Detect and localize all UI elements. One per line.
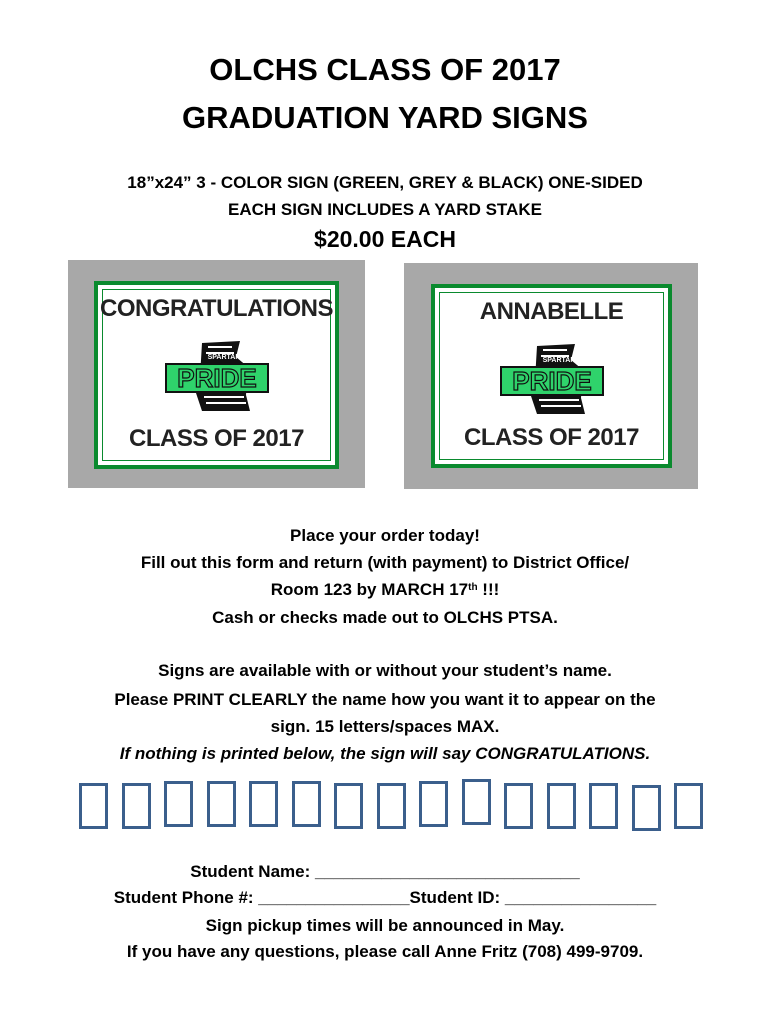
letter-box[interactable] xyxy=(504,783,533,829)
price-label: $20.00 EACH xyxy=(314,226,456,252)
stake-info-line: EACH SIGN INCLUDES A YARD STAKE xyxy=(228,200,542,219)
letter-boxes xyxy=(79,779,719,835)
sign-top-text: ANNABELLE xyxy=(479,298,624,325)
deadline-sup: th xyxy=(468,582,478,593)
letter-box[interactable] xyxy=(164,781,193,827)
letter-box[interactable] xyxy=(207,781,236,827)
max-letters-text: sign. 15 letters/spaces MAX. xyxy=(270,717,500,736)
sign-frame xyxy=(94,281,339,469)
letter-box[interactable] xyxy=(462,779,491,825)
letter-box[interactable] xyxy=(547,783,576,829)
pickup-info-text: Sign pickup times will be announced in May. xyxy=(205,916,565,935)
letter-box[interactable] xyxy=(292,781,321,827)
sign-frame xyxy=(431,284,672,468)
return-form-text: Fill out this form and return (with payment) to District Office/ xyxy=(140,553,630,572)
letter-box[interactable] xyxy=(334,783,363,829)
spartan-pride-logo xyxy=(497,340,607,418)
page-title-line2: GRADUATION YARD SIGNS xyxy=(182,100,588,135)
sign-preview-congratulations xyxy=(68,260,365,488)
contact-info-text: If you have any questions, please call Anne Fritz (708) 499-9709. xyxy=(126,942,644,961)
logo-big-text: PRIDE xyxy=(511,366,592,396)
payment-text: Cash or checks made out to OLCHS PTSA. xyxy=(212,608,558,627)
page-title-line1: OLCHS CLASS OF 2017 xyxy=(209,52,561,87)
sign-spec-line: 18”x24” 3 - COLOR SIGN (GREEN, GREY & BLACK) ONE-SIDED xyxy=(127,173,643,192)
print-clearly-text: Please PRINT CLEARLY the name how you want it to appear on the xyxy=(114,690,656,709)
letter-box[interactable] xyxy=(589,783,618,829)
student-name-field[interactable]: Student Name: ____________________________ xyxy=(190,862,580,881)
availability-text: Signs are available with or without your student’s name. xyxy=(158,661,612,680)
student-phone-id-field[interactable]: Student Phone #: ________________Student ID: ________________ xyxy=(113,888,657,907)
logo-small-text: SPARTAN xyxy=(542,357,575,364)
spartan-pride-logo xyxy=(162,337,272,415)
order-today-text: Place your order today! xyxy=(290,526,480,545)
letter-box[interactable] xyxy=(377,783,406,829)
deadline-tail: !!! xyxy=(477,580,500,599)
logo-big-text: PRIDE xyxy=(176,363,257,393)
letter-box[interactable] xyxy=(79,783,108,829)
sign-top-text: CONGRATULATIONS xyxy=(100,295,333,322)
letter-box[interactable] xyxy=(122,783,151,829)
letter-box[interactable] xyxy=(632,785,661,831)
default-text-note: If nothing is printed below, the sign will say CONGRATULATIONS. xyxy=(119,744,651,763)
deadline-text xyxy=(0,576,770,603)
deadline-main: Room 123 by MARCH 17 xyxy=(270,580,469,599)
sign-bottom-text: CLASS OF 2017 xyxy=(129,425,304,452)
logo-small-text: SPARTAN xyxy=(207,354,240,361)
sign-bottom-text: CLASS OF 2017 xyxy=(464,424,639,451)
sign-preview-name xyxy=(404,263,698,489)
letter-box[interactable] xyxy=(419,781,448,827)
letter-box[interactable] xyxy=(249,781,278,827)
letter-box[interactable] xyxy=(674,783,703,829)
